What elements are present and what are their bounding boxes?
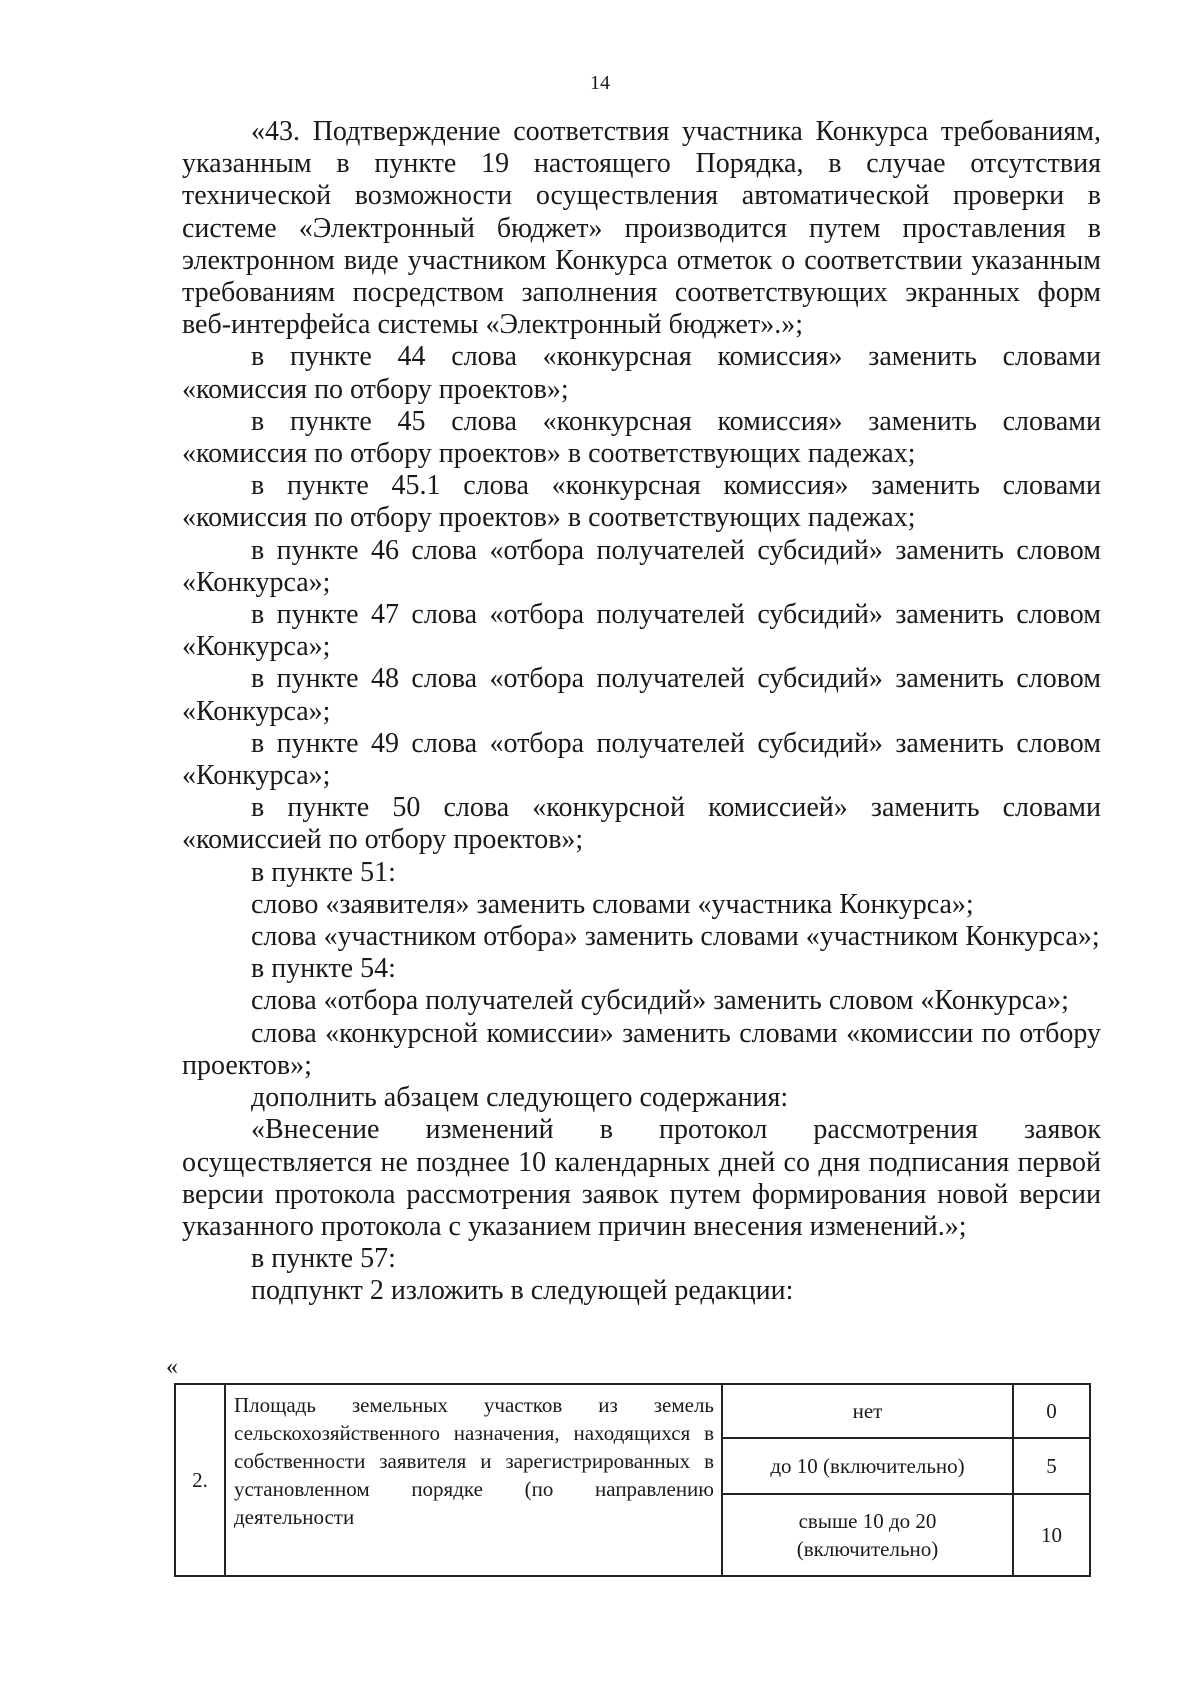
condition-cell: свыше 10 до 20 (включительно) bbox=[722, 1494, 1013, 1576]
paragraph: в пункте 49 слова «отбора получателей субсидий» заменить словом «Конкурса»; bbox=[182, 727, 1101, 792]
opening-quote-mark: « bbox=[166, 1354, 178, 1380]
table-row bbox=[175, 1384, 1090, 1438]
points-cell: 10 bbox=[1013, 1494, 1090, 1576]
paragraph: в пункте 45.1 слова «конкурсная комиссия» заменить словами «комиссия по отбору проектов» в соответствующих падежах; bbox=[182, 470, 1101, 534]
paragraph: слово «заявителя» заменить словами «участника Конкурса»; bbox=[251, 888, 974, 920]
paragraph: слова «участником отбора» заменить словами «участником Конкурса»; bbox=[251, 921, 1100, 953]
points-cell: 0 bbox=[1013, 1384, 1090, 1438]
condition-cell: нет bbox=[722, 1384, 1013, 1438]
paragraph: дополнить абзацем следующего содержания: bbox=[251, 1082, 789, 1114]
criterion-number: 2. bbox=[175, 1384, 225, 1576]
paragraph: в пункте 47 слова «отбора получателей субсидий» заменить словом «Конкурса»; bbox=[182, 599, 1101, 663]
paragraph: в пункте 54: bbox=[251, 953, 396, 985]
page-number: 14 bbox=[590, 72, 610, 94]
paragraph: слова «конкурсной комиссии» заменить словами «комиссии по отбору проектов»; bbox=[182, 1017, 1101, 1081]
condition-cell: до 10 (включительно) bbox=[722, 1438, 1013, 1494]
paragraph: в пункте 48 слова «отбора получателей субсидий» заменить словом «Конкурса»; bbox=[182, 663, 1101, 727]
paragraph: подпункт 2 изложить в следующей редакции: bbox=[251, 1275, 794, 1307]
criterion-description: Площадь земельных участков из земель сельскохозяйственного назначения, находящихся в собственности заявителя и зарегистрированных в установленном порядке (по направлению деятельности bbox=[225, 1384, 722, 1576]
points-cell: 5 bbox=[1013, 1438, 1090, 1494]
paragraph: слова «отбора получателей субсидий» заменить словом «Конкурса»; bbox=[251, 985, 1069, 1017]
paragraph: в пункте 50 слова «конкурсной комиссией» заменить словами «комиссией по отбору проектов»; bbox=[182, 792, 1101, 856]
paragraph: в пункте 46 слова «отбора получателей субсидий» заменить словом «Конкурса»; bbox=[182, 534, 1101, 598]
document-body bbox=[182, 116, 1101, 1308]
paragraph: в пункте 44 слова «конкурсная комиссия» заменить словами «комиссия по отбору проектов»; bbox=[182, 341, 1101, 405]
paragraph: «43. Подтверждение соответствия участника Конкурса требованиям, указанным в пункте 19 настоящего Порядка, в случае отсутствия технической возможности осуществления автоматической проверки в системе «Электронный бюджет» производится путем проставления в электронном виде участником Конкурса отметок о соответствии указанным требованиям посредством заполнения соответствующих экранных форм веб-интерфейса системы «Электронный бюджет».»; bbox=[182, 116, 1101, 341]
paragraph: в пункте 45 слова «конкурсная комиссия» заменить словами «комиссия по отбору проектов» в соответствующих падежах; bbox=[182, 405, 1101, 470]
paragraph: в пункте 51: bbox=[251, 856, 396, 888]
paragraph: в пункте 57: bbox=[251, 1243, 396, 1275]
criteria-table bbox=[174, 1383, 1091, 1577]
paragraph: «Внесение изменений в протокол рассмотрения заявок осуществляется не позднее 10 календарных дней со дня подписания первой версии протокола рассмотрения заявок путем формирования новой версии указанного протокола с указанием причин внесения изменений.»; bbox=[182, 1114, 1101, 1242]
